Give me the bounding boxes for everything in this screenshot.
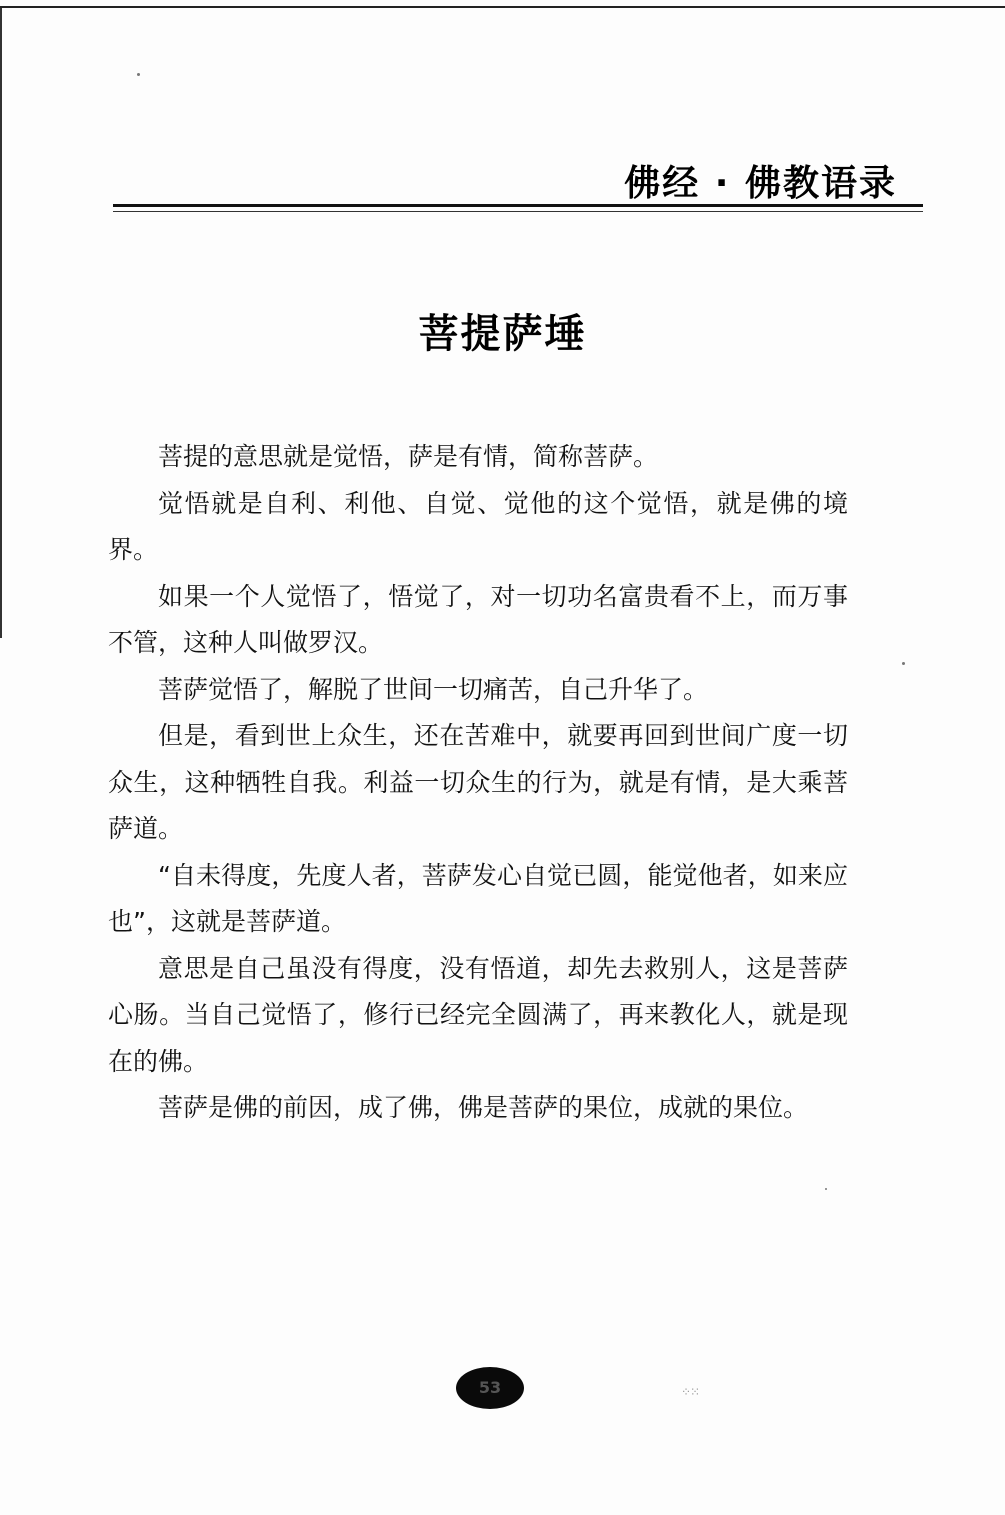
- header-rule-thin: [113, 211, 923, 212]
- page-number-badge: 53: [456, 1367, 524, 1409]
- paragraph: 但是，看到世上众生，还在苦难中，就要再回到世间广度一切众生，这种牺牲自我。利益一切众生的行为，就是有情，是大乘菩萨道。: [108, 721, 848, 843]
- top-border-line: [0, 6, 1005, 8]
- scan-speck: [902, 662, 905, 665]
- paragraph: 意思是自己虽没有得度，没有悟道，却先去救别人，这是菩萨心肠。当自己觉悟了，修行已经完全圆满了，再来教化人，就是现在的佛。: [108, 953, 848, 1076]
- paragraph: 如果一个人觉悟了，悟觉了，对一切功名富贵看不上，而万事不管，这种人叫做罗汉。: [108, 581, 848, 657]
- paragraph: “自未得度，先度人者，菩萨发心自觉已圆，能觉他者，如来应也”，这就是菩萨道。: [108, 860, 848, 936]
- scan-speck: [137, 73, 140, 76]
- scan-speck: [825, 1188, 827, 1190]
- paragraph: 菩萨是佛的前因，成了佛，佛是菩萨的果位，成就的果位。: [158, 1093, 809, 1122]
- paragraph: 菩提的意思就是觉悟，萨是有情，简称菩萨。: [158, 442, 659, 471]
- paragraph: 菩萨觉悟了，解脱了世间一切痛苦，自己升华了。: [158, 674, 709, 704]
- header-rule-thick: [113, 204, 923, 207]
- running-header-title: 佛经 · 佛教语录: [624, 163, 897, 204]
- scan-artifact-mark: ⁘⁙: [681, 1385, 700, 1399]
- article-body: [108, 434, 848, 1132]
- paragraph: 觉悟就是自利、利他、自觉、觉他的这个觉悟，就是佛的境界。: [108, 488, 848, 564]
- article-title: 菩提萨埵: [418, 311, 587, 357]
